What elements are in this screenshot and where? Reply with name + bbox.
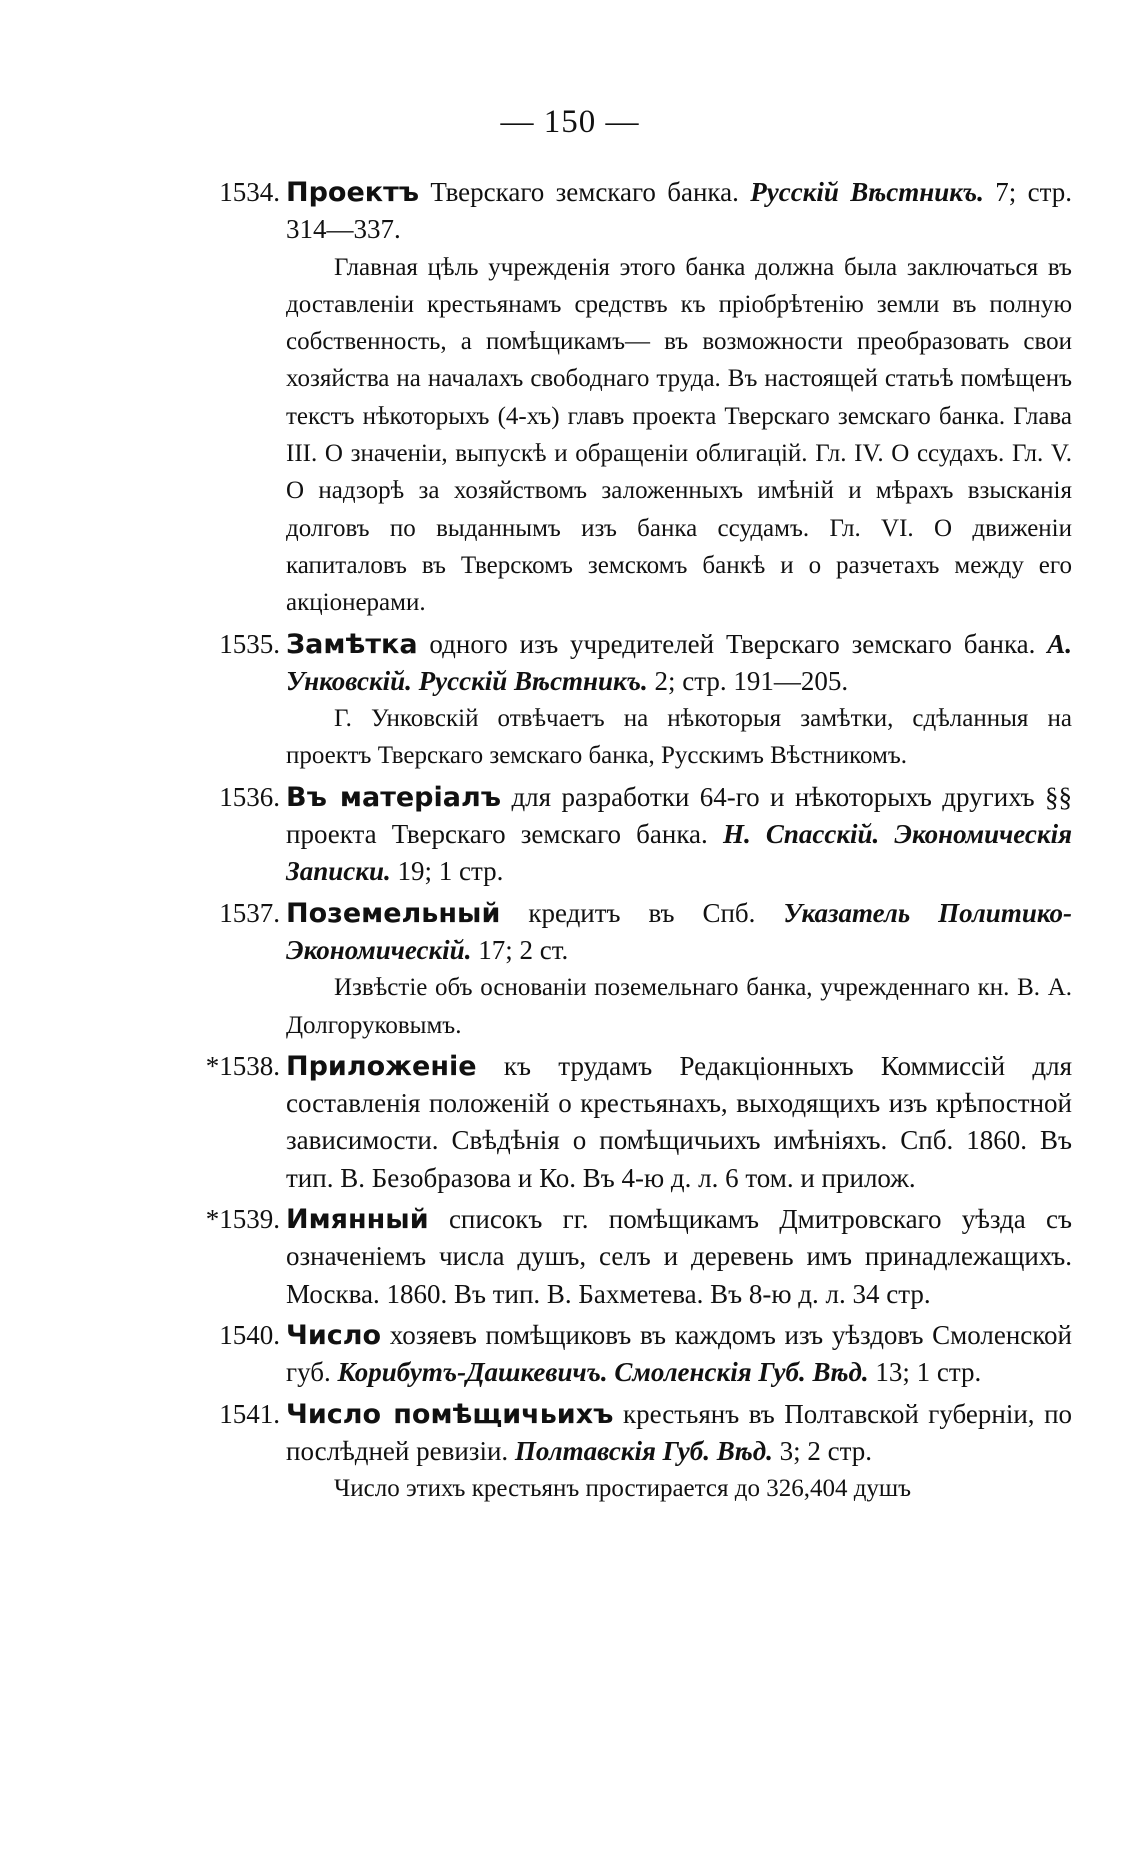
entry-number: 1536.: [219, 781, 280, 812]
entry-heading: Приложеніе: [286, 1050, 477, 1082]
entry-tail: 7; стр. 314—337.: [286, 177, 1073, 245]
entry-heading: Проектъ: [286, 177, 420, 208]
entry-number: *1538.: [205, 1050, 280, 1081]
entry-1537: [190, 895, 1072, 1044]
entry-text: для разработки 64-го и нѣкоторыхъ другихъ §§ проекта Тверскаго земскаго банка.: [286, 781, 1073, 850]
entry-number: 1535.: [219, 628, 280, 659]
entry-text: Тверскаго земскаго банка.: [430, 177, 739, 207]
entry-1535: [190, 626, 1072, 775]
entry-heading: Въ матеріалъ: [286, 781, 502, 813]
entry-1536: [190, 779, 1072, 891]
entry-heading: Поземельный: [286, 897, 501, 929]
entry-text: хозяевъ помѣщиковъ въ каждомъ изъ уѣздовъ Смоленской губ.: [286, 1319, 1072, 1388]
entry-tail: 19; 1 стр.: [397, 856, 504, 887]
entry-tail: 13; 1 стр.: [875, 1357, 982, 1388]
entry-number: 1534.: [219, 177, 280, 207]
entry-1539: [190, 1201, 1072, 1313]
entry-text: одного изъ учредителей Тверскаго земскаго банка.: [429, 628, 1036, 659]
entry-source: Полтавскія Губ. Вѣд.: [514, 1435, 773, 1466]
entry-number: 1537.: [219, 897, 280, 928]
entry-annotation: Г. Унковскій отвѣчаетъ на нѣкоторыя замѣтки, сдѣланныя на проектъ Тверскаго земскаго банка, Русскимъ Вѣстникомъ.: [286, 705, 1072, 770]
entry-heading: Число: [286, 1319, 382, 1351]
entry-annotation: Главная цѣль учрежденія этого банка должна была заключаться въ доставленіи крестьянамъ средствъ къ пріобрѣтенію земли въ полную собственность, а помѣщикамъ— въ возможности преобразовать свои хозяйства на началахъ свободнаго труда. Въ настоящей статьѣ помѣщенъ текстъ нѣкоторыхъ (4-хъ) главъ проекта Тверскаго земскаго банка. Глава III. О значеніи, выпускѣ и обращеніи облигацій. Гл. IV. О ссудахъ. Гл. V. О надзорѣ за хозяйствомъ заложенныхъ имѣній и мѣрахъ взысканія долговъ по выданнымъ изъ банка ссудамъ. Гл. VI. О движеніи капиталовъ въ Тверскомъ земскомъ банкѣ и о разчетахъ между его акціонерами.: [286, 253, 1072, 617]
entry-heading: Число помѣщичьихъ: [286, 1398, 614, 1430]
entry-text: списокъ гг. помѣщикамъ Дмитровскаго уѣзда съ означеніемъ числа душъ, селъ и деревень имъ принадлежащихъ. Москва. 1860. Въ тип. В. Бахметева. Въ 8-ю д. л. 34 стр.: [286, 1204, 1073, 1309]
entry-heading: Имянный: [286, 1204, 429, 1236]
entry-number: 1541.: [219, 1398, 280, 1429]
entry-source: А. Унковскій. Русскій Вѣстникъ.: [286, 628, 1073, 696]
entry-annotation: Извѣстіе объ основаніи поземельнаго банка, учрежденнаго кн. В. А. Долгоруковымъ.: [286, 974, 1072, 1039]
entry-source: Русскій Вѣстникъ.: [750, 177, 984, 207]
entry-source: Корибутъ-Дашкевичъ. Смоленскія Губ. Вѣд.: [337, 1357, 869, 1388]
entry-text: крестьянъ въ Полтавской губерніи, по послѣдней ревизіи.: [286, 1398, 1073, 1466]
entry-source: Указатель Политико-Экономическій.: [286, 897, 1072, 965]
entry-number: 1540.: [219, 1319, 280, 1350]
entry-tail: 17; 2 ст.: [478, 934, 569, 965]
entry-1540: [190, 1317, 1072, 1392]
page-number: — 150 —: [500, 104, 640, 140]
entry-1538: [190, 1048, 1072, 1197]
bibliography-entries: [190, 174, 1072, 1507]
entry-number: *1539.: [205, 1204, 280, 1235]
entry-tail: 2; стр. 191—205.: [654, 665, 849, 696]
entry-annotation: Число этихъ крестьянъ простирается до 326,404 душъ: [334, 1475, 912, 1503]
entry-1541: [190, 1396, 1072, 1508]
entry-source: Н. Спасскій. Экономическія Записки.: [286, 819, 1072, 887]
entry-text: къ трудамъ Редакціонныхъ Коммиссій для составленія положеній о крестьянахъ, выходящихъ изъ крѣпостной зависимости. Свѣдѣнія о помѣщичьихъ имѣніяхъ. Спб. 1860. Въ тип. В. Безобразова и Ко. Въ 4-ю д. л. 6 том. и прилож.: [286, 1050, 1072, 1193]
entry-text: кредитъ въ Спб.: [528, 897, 756, 928]
entry-1534: [190, 174, 1072, 622]
entry-heading: Замѣтка: [286, 628, 418, 660]
entry-tail: 3; 2 стр.: [779, 1435, 873, 1466]
